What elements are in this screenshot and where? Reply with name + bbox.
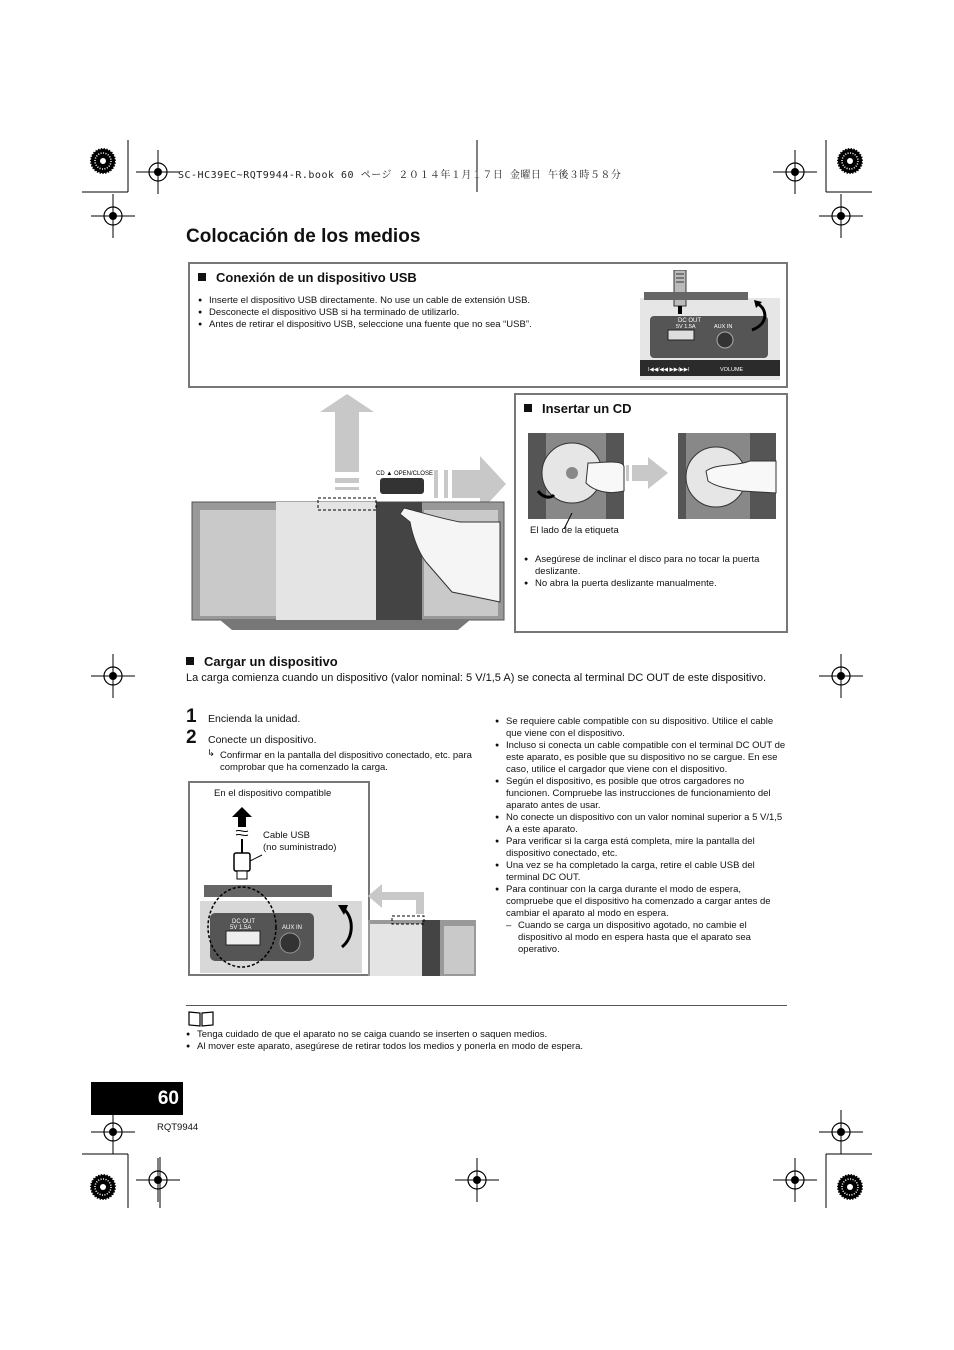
svg-text:DC OUT: DC OUT xyxy=(232,919,255,925)
step-text: Encienda la unidad. xyxy=(208,713,301,725)
svg-text:VOLUME: VOLUME xyxy=(720,367,744,373)
list-item: ● Una vez se ha completado la carga, retire el cable USB del terminal DC OUT. xyxy=(495,860,787,884)
page-number: 60 xyxy=(91,1082,183,1115)
charge-unit-illustration xyxy=(368,884,480,976)
divider xyxy=(186,1005,787,1006)
list-item: ● Se requiere cable compatible con su dispositivo. Utilice el cable que viene con el dispositivo. xyxy=(495,716,787,740)
unit-illustration xyxy=(190,392,512,632)
cd-insert-illustration xyxy=(528,433,778,521)
svg-text:AUX IN: AUX IN xyxy=(282,925,303,931)
svg-text:AUX IN: AUX IN xyxy=(714,324,733,330)
book-icon xyxy=(188,1010,214,1028)
list-item: ● Inserte el dispositivo USB directamente. No use un cable de extensión USB. xyxy=(198,295,628,307)
cd-section xyxy=(514,393,788,633)
print-header: SC-HC39EC~RQT9944-R.book 60 ページ ２０１４年１月１７日 金曜日 午後３時５８分 xyxy=(178,170,622,181)
list-item: ● Tenga cuidado de que el aparato no se caiga cuando se inserten o saquen medios. xyxy=(186,1029,786,1041)
step-number: 1 xyxy=(186,706,197,727)
usb-cable-label: Cable USB xyxy=(263,830,310,841)
cd-bullets xyxy=(524,554,782,590)
usb-cable-note: (no suministrado) xyxy=(263,842,337,853)
svg-text:5V 1.5A: 5V 1.5A xyxy=(676,324,696,330)
charge-bullets xyxy=(495,716,787,956)
step-note-arrow: ↳ xyxy=(207,748,215,759)
list-item: ● Para verificar si la carga está completa, mire la pantalla del dispositivo conectado, etc. xyxy=(495,836,787,860)
svg-text:DC OUT: DC OUT xyxy=(678,318,701,324)
usb-section xyxy=(188,262,788,388)
list-item: ● No abra la puerta deslizante manualmente. xyxy=(524,578,782,590)
list-item: ● Antes de retirar el dispositivo USB, seleccione una fuente que no sea “USB”. xyxy=(198,319,628,331)
step-note: Confirmar en la pantalla del dispositivo conectado, etc. para comprobar que ha comenzado la carga. xyxy=(220,750,472,773)
usb-bullets xyxy=(198,295,628,331)
list-item: ● Para continuar con la carga durante el modo de espera, compruebe que el dispositivo ha comenzado a cargar antes de cambiar el aparato al modo en espera. xyxy=(495,884,787,920)
list-item: – Cuando se carga un dispositivo agotado, no cambie el dispositivo al modo en espera hasta que el aparato sea operativo. xyxy=(495,920,787,956)
svg-text:I◀◀/◀◀ ▶▶/▶▶I: I◀◀/◀◀ ▶▶/▶▶I xyxy=(648,367,690,373)
charge-cable-illustration xyxy=(198,801,364,973)
charge-illustration-box xyxy=(188,781,370,976)
list-item: ● Desconecte el dispositivo USB si ha terminado de utilizarlo. xyxy=(198,307,628,319)
page-title: Colocación de los medios xyxy=(186,226,421,247)
list-item: ● Según el dispositivo, es posible que otros cargadores no funcionen. Compruebe las instrucciones de funcionamiento del aparato antes de usar. xyxy=(495,776,787,812)
doc-code: RQT9944 xyxy=(157,1122,199,1133)
compatible-device-caption: En el dispositivo compatible xyxy=(214,788,332,799)
usb-port-illustration xyxy=(640,270,780,382)
charge-intro: La carga comienza cuando un dispositivo (valor nominal: 5 V/1,5 A) se conecta al terminal DC OUT de este dispositivo. xyxy=(186,672,767,684)
list-item: ● Asegúrese de inclinar el disco para no tocar la puerta deslizante. xyxy=(524,554,782,578)
usb-heading: Conexión de un dispositivo USB xyxy=(198,270,417,285)
label-side-caption: El lado de la etiqueta xyxy=(530,525,619,536)
svg-text:5V 1.5A: 5V 1.5A xyxy=(230,925,252,931)
notes xyxy=(186,1029,786,1053)
list-item: ● Incluso si conecta un cable compatible con el terminal DC OUT de este aparato, es posible que su dispositivo no se cargue. En ese caso, utilice el cargador que viene con el dispositivo. xyxy=(495,740,787,776)
list-item: ● No conecte un dispositivo con un valor nominal superior a 5 V/1,5 A a este aparato. xyxy=(495,812,787,836)
step-number: 2 xyxy=(186,727,197,748)
cd-heading: Insertar un CD xyxy=(524,401,632,416)
list-item: ● Al mover este aparato, asegúrese de retirar todos los medios y ponerla en modo de espera. xyxy=(186,1041,786,1053)
svg-text:CD ▲ OPEN/CLOSE: CD ▲ OPEN/CLOSE xyxy=(376,471,433,477)
charge-heading: Cargar un dispositivo xyxy=(186,654,338,669)
step-text: Conecte un dispositivo. xyxy=(208,734,317,746)
